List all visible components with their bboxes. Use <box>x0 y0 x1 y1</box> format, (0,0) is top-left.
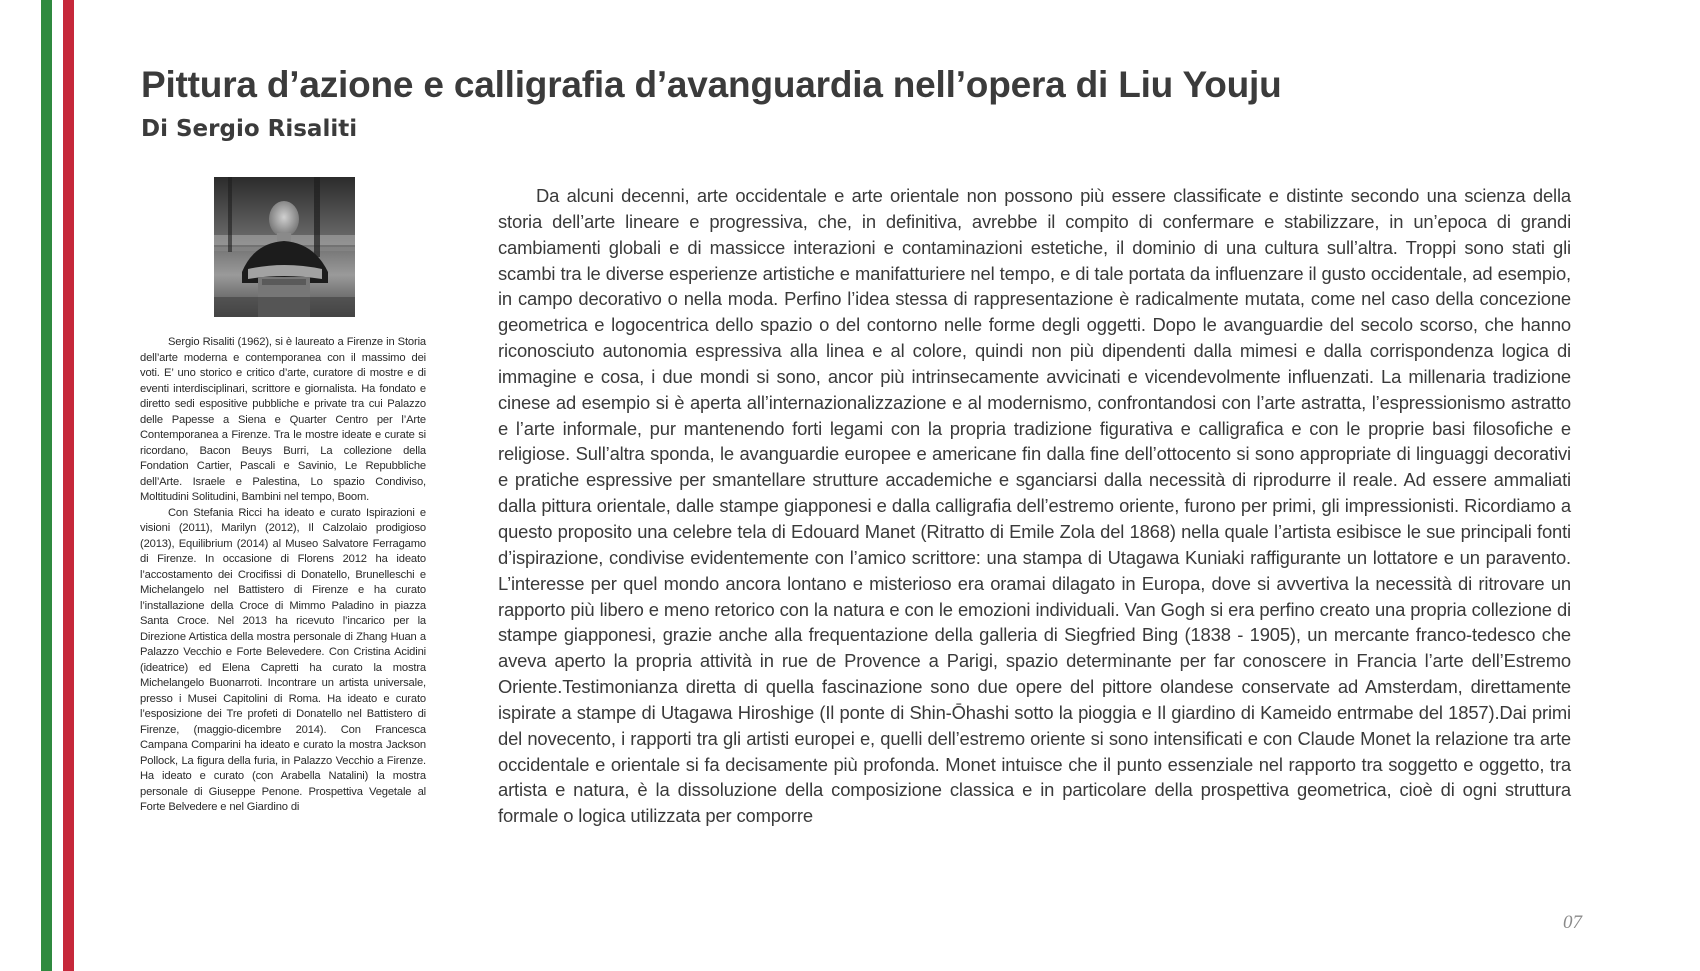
author-portrait <box>214 177 355 317</box>
page-number: 07 <box>1563 912 1582 933</box>
flag-stripe-green <box>41 0 52 971</box>
flag-stripe-white <box>52 0 63 971</box>
article-body <box>498 183 1571 829</box>
article-title: Pittura d’azione e calligrafia d’avanguardia nell’opera di Liu Youju <box>141 64 1282 105</box>
author-portrait-image <box>214 177 355 317</box>
bio-paragraph-1: Sergio Risaliti (1962), si è laureato a Firenze in Storia dell’arte moderna e contemporanea con il massimo dei voti. E’ uno storico e critico d’arte, curatore di mostre e di eventi interdisciplinari, scrittore e giornalista. Ha fondato e diretto sedi espositive pubbliche e private tra cui Palazzo delle Papesse a Siena e Quarter Centro per l’Arte Contemporanea a Firenze. Tra le mostre ideate e curate si ricordano, Bacon Beuys Burri, La collezione della Fondation Cartier, Pascali e Savinio, Le Repubbliche dell’Arte. Israele e Palestina, Lo spazio Condiviso, Moltitudini Solitudini, Bambini nel tempo, Boom. <box>140 336 426 503</box>
author-bio <box>140 335 426 816</box>
article-byline: Di Sergio Risaliti <box>141 116 358 142</box>
flag-stripe-red <box>63 0 74 971</box>
body-paragraph: Da alcuni decenni, arte occidentale e arte orientale non possono più essere classificate e distinte secondo una scienza della storia dell’arte lineare e progressiva, che, in definitiva, avrebbe il compito di confermare e stabilizzare, in un’epoca di grandi cambiamenti globali e di massicce interazioni e contaminazioni estetiche, il dominio di una cultura sull’altra. Troppi sono stati gli scambi tra le diverse esperienze artistiche e manifatturiere nel tempo, e di tale portata da influenzare il gusto occidentale, ad esempio, in campo decorativo o nella moda. Perfino l’idea stessa di rappresentazione è radicalmente mutata, come nel caso della concezione geometrica e logocentrica dello spazio o del contorno nelle forme degli oggetti. Dopo le avanguardie del secolo scorso, che hanno riconosciuto autonomia espressiva alla linea e al colore, quindi non più dipendenti dalla mimesi e dalla corrispondenza logica di immagine e cosa, i due mondi si sono, ancor più intrinsecamente avvicinati e vicendevolmente influenzati. La millenaria tradizione cinese ad esempio si è aperta all’internazionalizzazione e al modernismo, confrontandosi con l’arte astratta, l’espressionismo astratto e l’arte informale, pur mantenendo forti legami con la propria tradizione figurativa e calligrafica e con le proprie basi filosofiche e religiose. Sull’altra sponda, le avanguardie europee e americane fin dalla fine dell’ottocento si sono appropriate di linguaggi decorativi e pratiche espressive per smantellare strutture accademiche e sganciarsi dalla necessità di riprodurre il reale. Ad essere ammaliati dalla pittura orientale, dalle stampe giapponesi e dalla calligrafia dell’estremo oriente, furono per primi, gli impressionisti. Ricordiamo a questo proposito una celebre tela di Edouard Manet (Ritratto di Emile Zola del 1868) nella quale l’artista esibisce le sue principali fonti d’ispirazione, condivise evidentemente con l’amico scrittore: una stampa di Utagawa Kuniaki raffigurante un lottatore e un paravento. L’interesse per quel mondo ancora lontano e misterioso era oramai dilagato in Europa, dove si avvertiva la necessità di ritrovare un rapporto più libero e meno retorico con la natura e con le emozioni individuali. Van Gogh si era perfino creato una propria collezione di stampe giapponesi, grazie anche alla frequentazione della galleria di Siegfried Bing (1838 - 1905), un mercante franco-tedesco che aveva aperto la propria attività in rue de Provence a Parigi, spazio determinante per far conoscere in Francia l’arte dell’Estremo Oriente.Testimonianza diretta di quella fascinazione sono due opere del pittore olandese conservate ad Amsterdam, direttamente ispirate a stampe di Utagawa Hiroshige (Il ponte di Shin-Ōhashi sotto la pioggia e Il giardino di Kameido entrmabe del 1857).Dai primi del novecento, i rapporti tra gli artisti europei e, quelli dell’estremo oriente si sono intensificati e con Claude Monet la relazione tra arte occidentale e orientale si fa decisamente più profonda. Monet intuisce che il punto essenziale nel rapporto tra soggetto e oggetto, tra artista e natura, è la dissoluzione della composizione classica e in particolare della prospettiva geometrica, cioè di ogni struttura formale o logica utilizzata per comporre <box>498 185 1571 827</box>
bio-paragraph-2: Con Stefania Ricci ha ideato e curato Ispirazioni e visioni (2011), Marilyn (2012), Il Calzolaio prodigioso (2013), Equilibrium (2014) al Museo Salvatore Ferragamo di Firenze. In occasione di Florens 2012 ha ideato l’accostamento dei Crocifissi di Donatello, Brunelleschi e Michelangelo nel Battistero di Firenze e ha curato l’installazione della Croce di Mimmo Paladino in piazza Santa Croce. Nel 2013 ha ricevuto l’incarico per la Direzione Artistica della mostra personale di Zhang Huan a Palazzo Vecchio e Forte Belevedere. Con Cristina Acidini (ideatrice) ed Elena Capretti ha curato la mostra Michelangelo Buonarroti. Incontrare un artista universale, presso i Musei Capitolini di Roma. Ha ideato e curato l’esposizione dei Tre profeti di Donatello nel Battistero di Firenze, (maggio-dicembre 2014). Con Francesca Campana Comparini ha ideato e curato la mostra Jackson Pollock, La figura della furia, in Palazzo Vecchio a Firenze. Ha ideato e curato (con Arabella Natalini) la mostra personale di Giuseppe Penone. Prospettiva Vegetale al Forte Belvedere e nel Giardino di <box>140 506 426 813</box>
